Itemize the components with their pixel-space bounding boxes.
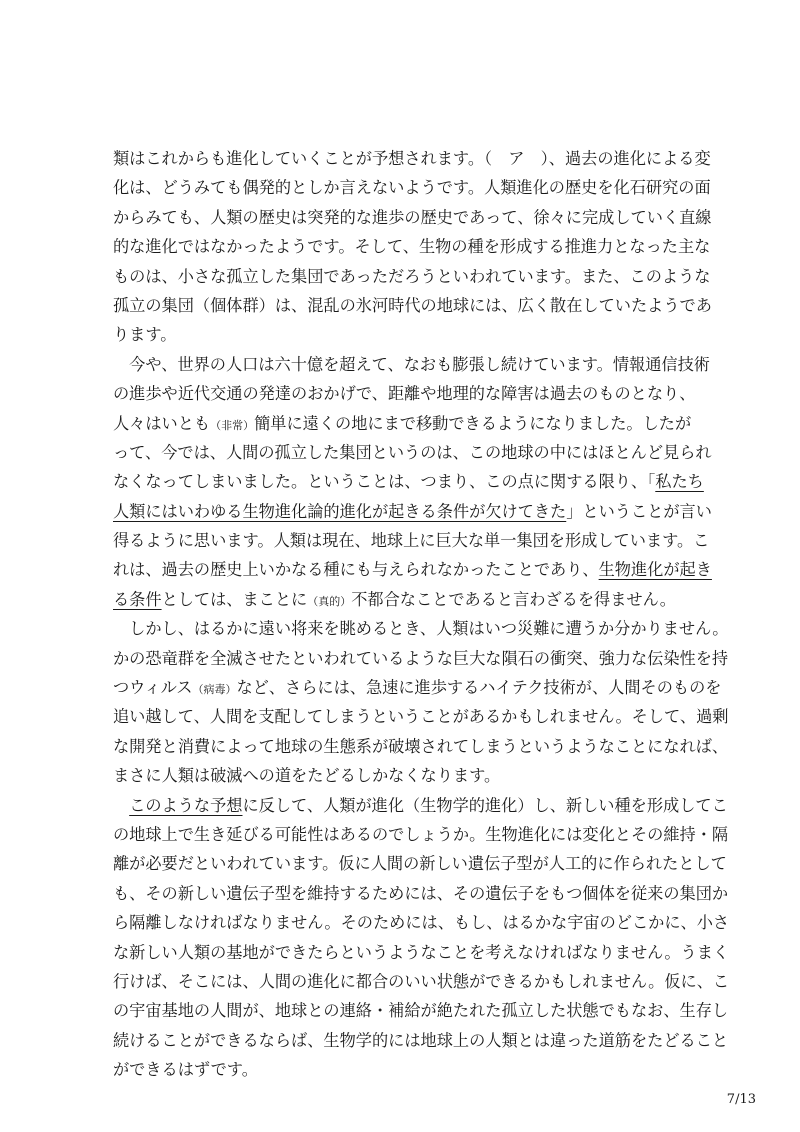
text-run: 離が必要だといわれています。仮に人間の新しい遺伝子型が人工的に作られたとして: [113, 854, 727, 874]
text-line: [113, 555, 712, 584]
text-run: しかし、はるかに遠い将来を眺めるとき、人類はいつ災難に遭うか分かりません。: [113, 619, 729, 639]
text-line: [113, 497, 712, 526]
text-line: [113, 673, 722, 702]
text-line: [113, 1055, 691, 1084]
underlined-phrase: 生物進化が起き: [598, 560, 712, 580]
text-run: に反して、人類が進化（生物学的進化）し、新しい種を形成してこ: [242, 795, 728, 815]
text-run: 孤立の集団（個体群）は、混乱の氷河時代の地球には、広く散在していたようであ: [113, 295, 712, 315]
text-line: [113, 1026, 729, 1055]
text-run: の進歩や近代交通の発達のおかげで、距離や地理的な障害は過去のものとなり、: [113, 384, 696, 404]
underlined-phrase: る条件: [113, 589, 162, 609]
text-line: [113, 526, 710, 555]
text-line: [113, 379, 696, 408]
text-run: れは、過去の歴史上いかなる種にも与えられなかったことであり、: [113, 560, 599, 580]
text-run: 得るように思います。人類は現在、地球上に巨大な単一集団を形成しています。こ: [113, 531, 710, 551]
text-run: な開発と消費によって地球の生態系が破壊されてしまうというようなことになれば、: [113, 736, 729, 756]
text-line: [113, 585, 691, 614]
text-line: [113, 614, 729, 643]
text-run: ら隔離しなければなりません。そのためには、もし、はるかな宇宙のどこかに、小さ: [113, 913, 730, 933]
text-run: の地球上で生き延びる可能性はあるのでしょうか。生物進化には変化とその維持・隔: [113, 824, 729, 844]
text-run: としては、まことに: [161, 589, 308, 609]
text-run: 続けることができるならば、生物学的には地球上の人類とは違った道筋をたどること: [113, 1030, 729, 1050]
text-line: [113, 996, 729, 1025]
text-run: 行けば、そこには、人間の進化に都合のいい状態ができるかもしれません。仮に、こ: [113, 971, 730, 991]
text-line: [113, 144, 711, 173]
text-line: [113, 938, 730, 967]
text-run: の宇宙基地の人間が、地球との連絡・補給が絶たれた孤立した状態でもなお、生存し: [113, 1001, 729, 1021]
text-run: かの恐竜群を全滅させたといわれているような巨大な隕石の衝突、強力な伝染性を持: [113, 648, 729, 668]
text-run: 今や、世界の人口は六十億を超えて、なおも膨張し続けています。情報通信技術: [113, 354, 710, 374]
text-run: 類はこれからも進化していくことが予想されます。（ ア ）、過去の進化による変: [113, 149, 711, 168]
text-run: ができるはずです。: [113, 1060, 258, 1080]
text-run: 人々はいとも: [113, 413, 211, 433]
text-line: [113, 262, 711, 291]
text-line: [113, 320, 691, 349]
text-run: 追い越して、人間を支配してしまうということがあるかもしれません。そして、過剰: [113, 707, 729, 727]
text-run: つウィルス: [113, 678, 193, 698]
body-text: [113, 144, 730, 1085]
text-line: [113, 291, 712, 320]
text-line: [113, 409, 691, 438]
text-run: も、その新しい遺伝子型を維持するためには、その遺伝子をもつ個体を従来の集団か: [113, 883, 729, 903]
text-line: [113, 908, 730, 937]
text-line: [113, 761, 691, 790]
text-run: からみても、人類の歴史は突発的な進歩の歴史であって、徐々に完成していく直線: [113, 207, 712, 227]
text-run: なくなってしまいました。ということは、つまり、この点に関する限り、「: [113, 472, 656, 492]
text-line: [113, 350, 710, 379]
text-run: まさに人類は破滅への道をたどるしかなくなります。: [113, 766, 501, 786]
text-line: [113, 732, 729, 761]
text-line: [113, 791, 728, 820]
underlined-phrase: 私たち: [655, 472, 704, 492]
text-run: な新しい人類の基地ができたらというようなことを考えなければなりません。うまく: [113, 942, 730, 962]
text-run: 不都合なことであると言わざるを得ません。: [351, 589, 676, 609]
text-line: [113, 702, 729, 731]
text-line: [113, 438, 712, 467]
text-run: 化は、どうみても偶発的としか言えないようです。人類進化の歴史を化石研究の面: [113, 178, 711, 198]
text-run: ります。: [113, 325, 177, 345]
text-line: [113, 849, 727, 878]
text-run: 的な進化ではなかったようです。そして、生物の種を形成する推進力となった主な: [113, 237, 711, 257]
text-run: [113, 796, 129, 815]
text-line: [113, 879, 729, 908]
text-line: [113, 173, 711, 202]
underlined-phrase: このような予想: [129, 795, 243, 815]
page-number: 7/13: [726, 1092, 756, 1107]
annotation-gloss: （病毒）: [192, 683, 237, 697]
text-line: [113, 967, 730, 996]
text-line: [113, 644, 729, 673]
annotation-gloss: （非常）: [210, 418, 255, 432]
text-run: 簡単に遠くの地にまで移動できるようになりました。したが: [254, 413, 692, 433]
text-run: 」ということが言い: [566, 501, 712, 521]
text-run: って、今では、人間の孤立した集団というのは、この地球の中にはほとんど見られ: [113, 442, 712, 462]
underlined-phrase: 人類にはいわゆる生物進化論的進化が起きる条件が欠けてきた: [113, 501, 567, 521]
text-line: [113, 203, 712, 232]
text-line: [113, 232, 711, 261]
annotation-gloss: （真的）: [307, 594, 352, 608]
text-run: ものは、小さな孤立した集団であっただろうといわれています。また、このような: [113, 266, 711, 286]
text-line: [113, 820, 729, 849]
text-run: など、さらには、急速に進歩するハイテク技術が、人間そのものを: [236, 678, 722, 698]
text-line: [113, 467, 704, 496]
